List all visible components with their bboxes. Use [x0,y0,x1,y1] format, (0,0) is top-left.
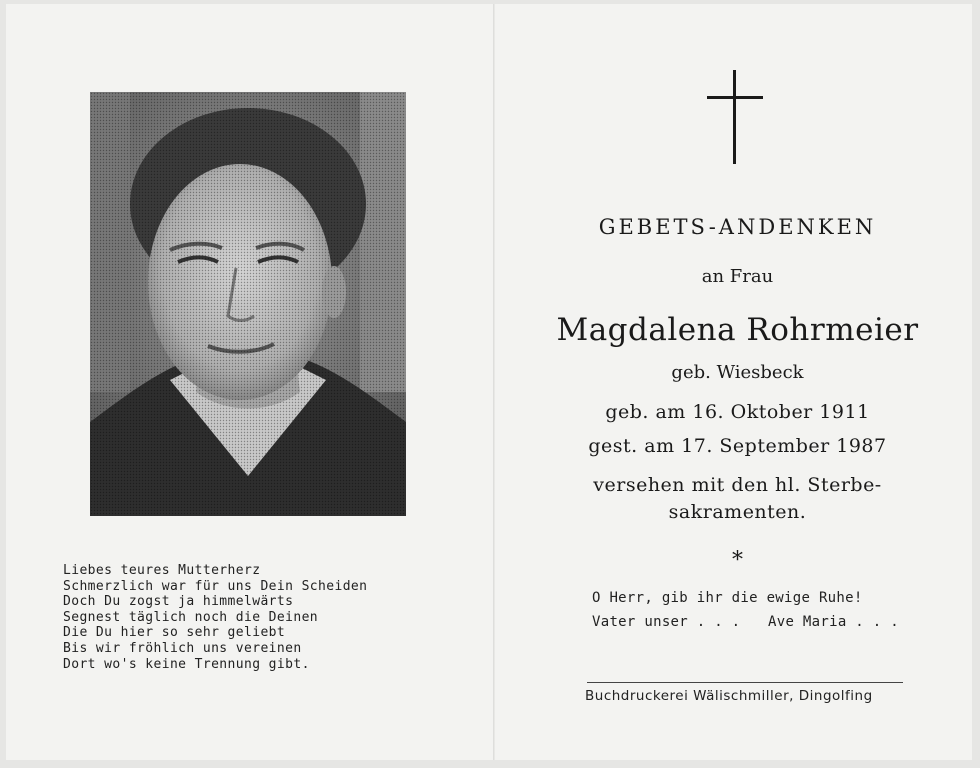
poem-line: Bis wir fröhlich uns vereinen [63,640,302,656]
ave-maria-text: Ave Maria . . . [768,614,899,630]
asterisk-separator: * [732,548,743,573]
memorial-heading: GEBETS-ANDENKEN [598,215,877,239]
prayer-block [592,590,912,632]
poem-line: Segnest täglich noch die Deinen [63,609,319,625]
portrait-image [90,92,406,516]
poem-line: Schmerzlich war für uns Dein Scheiden [63,578,368,594]
death-date: gest. am 17. September 1987 [588,435,887,457]
portrait-photo [90,92,406,516]
sacraments-line: sakramenten. [668,501,807,523]
vater-unser-text: Vater unser . . . [592,614,741,630]
memorial-card [6,4,972,760]
prayer-line: O Herr, gib ihr die ewige Ruhe! [592,590,863,606]
prayer-references [592,614,912,632]
poem-line: Liebes teures Mutterherz [63,563,261,578]
divider [587,682,903,683]
poem [63,563,463,672]
printer-credit: Buchdruckerei Wälischmiller, Dingolfing [585,688,873,704]
name-prefix: an Frau [701,266,774,287]
poem-line: Dort wo's keine Trennung gibt. [63,656,310,672]
sacraments-line: versehen mit den hl. Sterbe- [593,474,882,496]
birth-date: geb. am 16. Oktober 1911 [605,401,870,423]
latin-cross-icon [705,68,765,168]
memorial-page [495,4,972,760]
poem-line: Doch Du zogst ja himmelwärts [63,594,294,610]
maiden-name: geb. Wiesbeck [671,362,804,383]
deceased-name: Magdalena Rohrmeier [556,312,919,348]
poem-line: Die Du hier so sehr geliebt [63,625,286,641]
